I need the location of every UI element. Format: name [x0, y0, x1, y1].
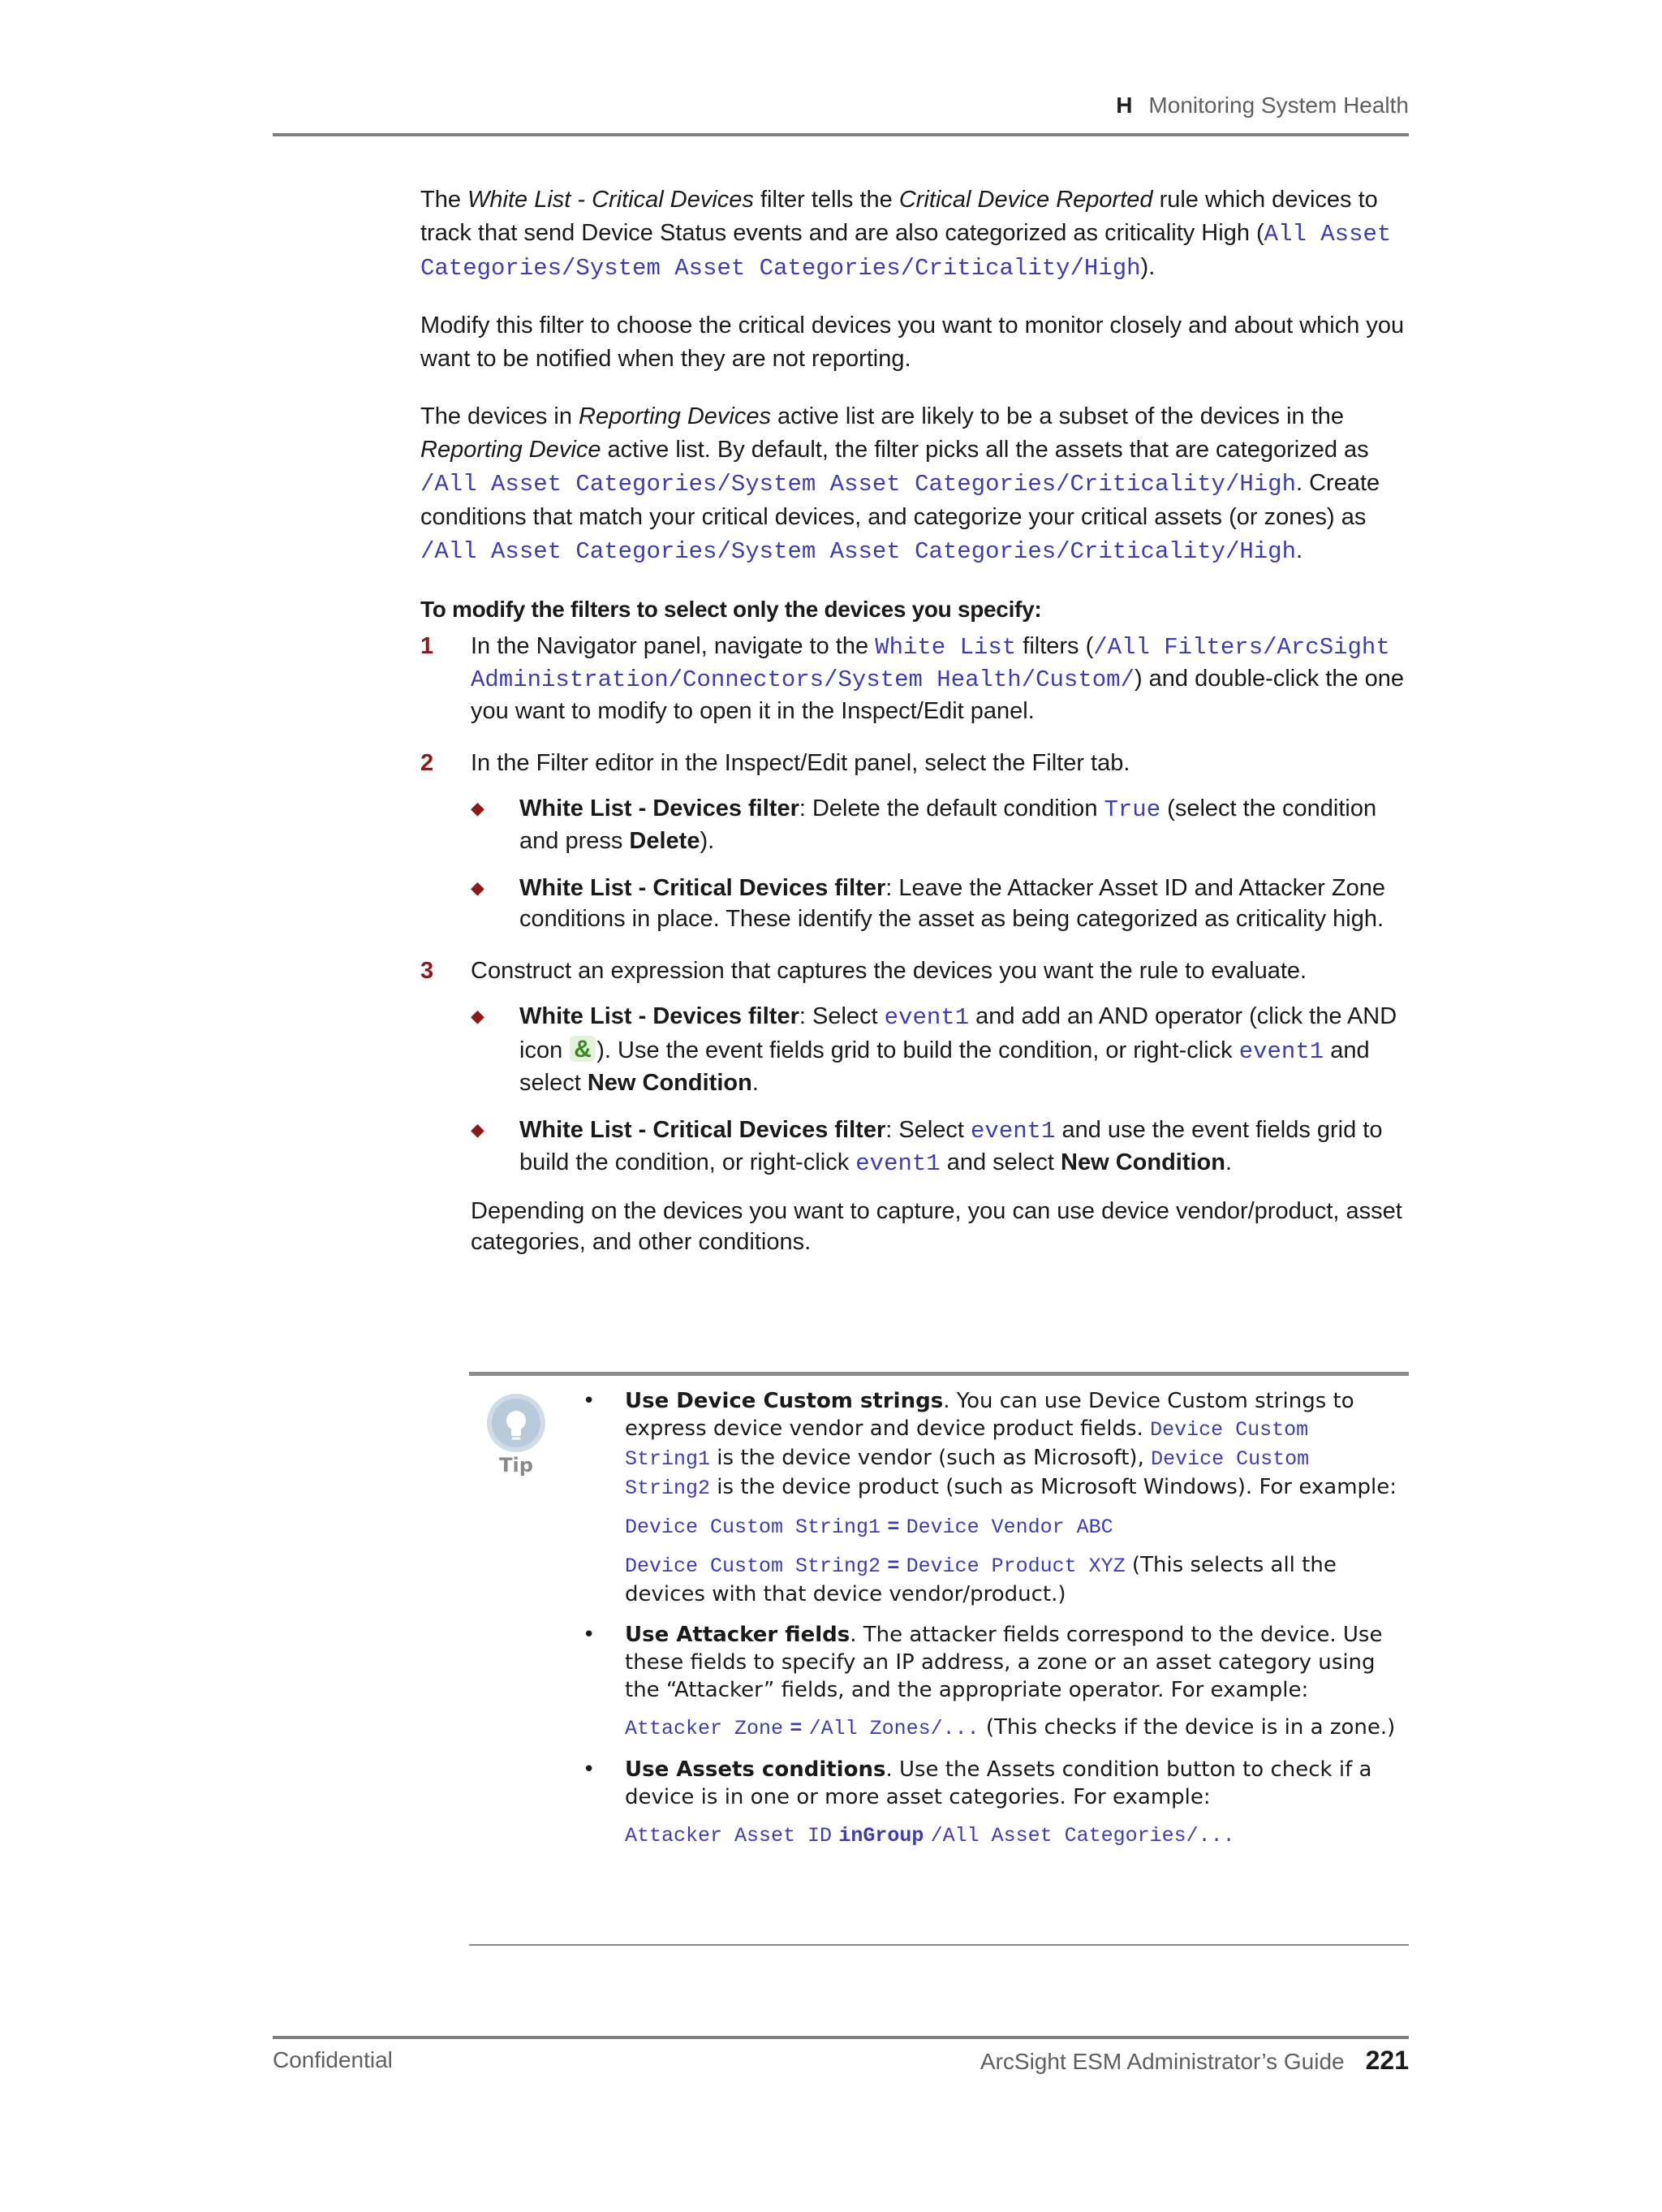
text: ) and double-click the one you want to modify to open it in the Inspect/Edit panel.: [471, 666, 1405, 724]
text: (select the condition and press: [519, 796, 1377, 854]
tip-item: [583, 1621, 1402, 1743]
text: . Create conditions that match your critical devices, and categorize your critical assets (or zones) as: [420, 470, 1380, 530]
filter-label: White List - Critical Devices filter: [519, 1117, 886, 1143]
code-example: [625, 1551, 1402, 1608]
text: : Delete the default condition: [799, 796, 1104, 821]
tip-heading: Use Attacker fields: [625, 1623, 850, 1647]
filter-name: White List - Critical Devices: [467, 187, 754, 213]
code-operator: =: [887, 1516, 900, 1539]
text: The devices in: [420, 403, 579, 429]
code-term: Device Vendor ABC: [906, 1516, 1113, 1539]
confidential-label: Confidential: [273, 2047, 393, 2072]
diamond-icon: ◆: [471, 1119, 484, 1140]
code-term: event1: [855, 1150, 941, 1177]
key-name: Delete: [629, 828, 700, 854]
text: and add an AND operator (click the AND icon: [519, 1003, 1397, 1063]
list-item: [471, 793, 1409, 856]
list-name: Reporting Device: [420, 437, 601, 463]
text: is the device product (such as Microsoft Windows). For example:: [710, 1475, 1397, 1499]
code-operator: inGroup: [838, 1824, 924, 1848]
tip-label: Tip: [499, 1454, 533, 1477]
code-term: White List: [875, 634, 1017, 661]
step-number: 1: [420, 633, 434, 659]
text: . You can use Device Custom strings to express device vendor and device product fields.: [625, 1389, 1354, 1441]
text: . Use the Assets condition button to check if a device is in one or more asset categories. For example:: [625, 1757, 1372, 1809]
text: (This checks if the device is in a zone.): [979, 1715, 1396, 1740]
tip-box: [469, 1372, 1409, 1946]
step-3: [420, 955, 1409, 1257]
tip-heading: Use Assets conditions: [625, 1757, 886, 1782]
code-term: Device Custom String1: [625, 1516, 881, 1539]
tip-lightbulb-icon: [484, 1392, 549, 1477]
tip-content: [583, 1387, 1402, 1863]
text: (This selects all the devices with that device vendor/product.): [625, 1553, 1337, 1606]
text: : Select: [799, 1003, 885, 1029]
text: : Leave the Attacker Asset ID and Attacker Zone conditions in place. These identify the asset as being categorized as criticality high.: [519, 875, 1386, 932]
code-term: event1: [884, 1004, 970, 1031]
step-2: [420, 748, 1409, 934]
step-number: 3: [420, 958, 434, 984]
text: and select: [940, 1149, 1061, 1175]
text: rule which devices to track that send Device Status events and are also categorized as criticality High (: [420, 187, 1378, 246]
code-operator: =: [790, 1717, 803, 1740]
text: and select: [519, 1037, 1370, 1096]
and-operator-icon: [569, 1033, 596, 1063]
text: In the Navigator panel, navigate to the: [471, 633, 876, 659]
text: filter tells the: [753, 187, 899, 213]
code-term: True: [1104, 796, 1161, 823]
code-path: /All Asset Categories/System Asset Categories/Criticality/High: [420, 538, 1296, 565]
paragraph-modify: Modify this filter to choose the critical devices you want to monitor closely and about which you want to be notified when they are not reporting.: [420, 313, 1405, 372]
filter-label: White List - Devices filter: [519, 1003, 799, 1029]
page-header: [273, 88, 1409, 136]
svg-text:&: &: [574, 1036, 592, 1063]
main-content: [420, 183, 1409, 1278]
code-term: Device Custom String2: [625, 1447, 1310, 1500]
bullet-marker: •: [583, 1623, 596, 1647]
code-term: Attacker Zone: [625, 1717, 784, 1740]
text: ). Use the event fields grid to build the condition, or right-click: [596, 1037, 1239, 1063]
code-term: /All Zones/...: [808, 1717, 980, 1740]
list-item: [471, 873, 1409, 934]
diamond-icon: ◆: [471, 798, 484, 818]
bullet-marker: •: [583, 1757, 596, 1782]
bullet-marker: •: [583, 1389, 596, 1413]
list-name: Reporting Devices: [579, 403, 771, 429]
menu-command: New Condition: [1061, 1149, 1225, 1175]
chapter-letter: H: [1116, 93, 1133, 118]
code-term: /All Asset Categories/...: [930, 1824, 1235, 1848]
text: .: [751, 1070, 759, 1096]
step-text: In the Filter editor in the Inspect/Edit panel, select the Filter tab.: [471, 750, 1130, 776]
code-path: /All Filters/ArcSight Administration/Connectors/System Health/Custom/: [471, 634, 1390, 693]
text: filters (: [1016, 633, 1094, 659]
text: ).: [700, 828, 715, 854]
text: .: [1295, 537, 1303, 563]
text: is the device vendor (such as Microsoft),: [710, 1446, 1152, 1470]
list-item: [471, 1115, 1409, 1179]
code-term: event1: [1238, 1038, 1324, 1065]
list-item: [471, 1001, 1409, 1098]
paragraph-intro: [420, 183, 1409, 285]
diamond-icon: ◆: [471, 1006, 484, 1026]
tip-heading: Use Device Custom strings: [625, 1389, 944, 1413]
paragraph-reporting: [420, 400, 1409, 568]
code-term: Device Product XYZ: [906, 1554, 1126, 1578]
step-note: Depending on the devices you want to capture, you can use device vendor/product, asset categories, and other conditions.: [471, 1198, 1402, 1255]
rule-name: Critical Device Reported: [898, 187, 1153, 213]
tip-item: [583, 1756, 1402, 1850]
text: active list. By default, the filter picks all the assets that are categorized as: [601, 437, 1369, 463]
footer-title: [980, 2046, 1409, 2076]
text: . The attacker fields correspond to the device. Use these fields to specify an IP address, a zone or an asset category using the “Attacker” fields, and the appropriate operator. For example:: [625, 1623, 1383, 1702]
chapter-title: Monitoring System Health: [1148, 93, 1409, 118]
code-example: [625, 1512, 1402, 1542]
tip-item: [583, 1387, 1402, 1608]
step-text: Construct an expression that captures the devices you want the rule to evaluate.: [471, 958, 1307, 984]
code-operator: =: [887, 1554, 900, 1578]
menu-command: New Condition: [587, 1070, 752, 1096]
page-number: 221: [1365, 2046, 1409, 2075]
code-term: Attacker Asset ID: [625, 1824, 833, 1848]
diamond-icon: ◆: [471, 877, 484, 898]
text: and use the event fields grid to build the condition, or right-click: [519, 1117, 1383, 1175]
text: ).: [1140, 254, 1156, 280]
code-path: /All Asset Categories/System Asset Categories/Criticality/High: [420, 471, 1296, 498]
code-example: [625, 1714, 1402, 1743]
page-footer: [273, 2036, 1409, 2075]
step-1: [420, 631, 1409, 727]
filter-label: White List - Critical Devices filter: [519, 875, 886, 901]
filter-label: White List - Devices filter: [519, 796, 799, 821]
text: : Select: [885, 1117, 971, 1143]
code-term: Device Custom String1: [625, 1418, 1309, 1471]
text: .: [1225, 1149, 1233, 1175]
book-title: ArcSight ESM Administrator’s Guide: [980, 2049, 1345, 2074]
code-term: Device Custom String2: [625, 1554, 881, 1578]
text: active list are likely to be a subset of the devices in the: [771, 403, 1345, 429]
text: The: [420, 187, 468, 213]
procedure-heading: To modify the filters to select only the devices you specify:: [420, 597, 1042, 622]
running-head: [1116, 93, 1409, 119]
step-number: 2: [420, 750, 434, 776]
code-example: [625, 1821, 1402, 1850]
code-term: event1: [971, 1118, 1056, 1145]
code-path: All Asset Categories/System Asset Categories/Criticality/High: [420, 221, 1392, 282]
